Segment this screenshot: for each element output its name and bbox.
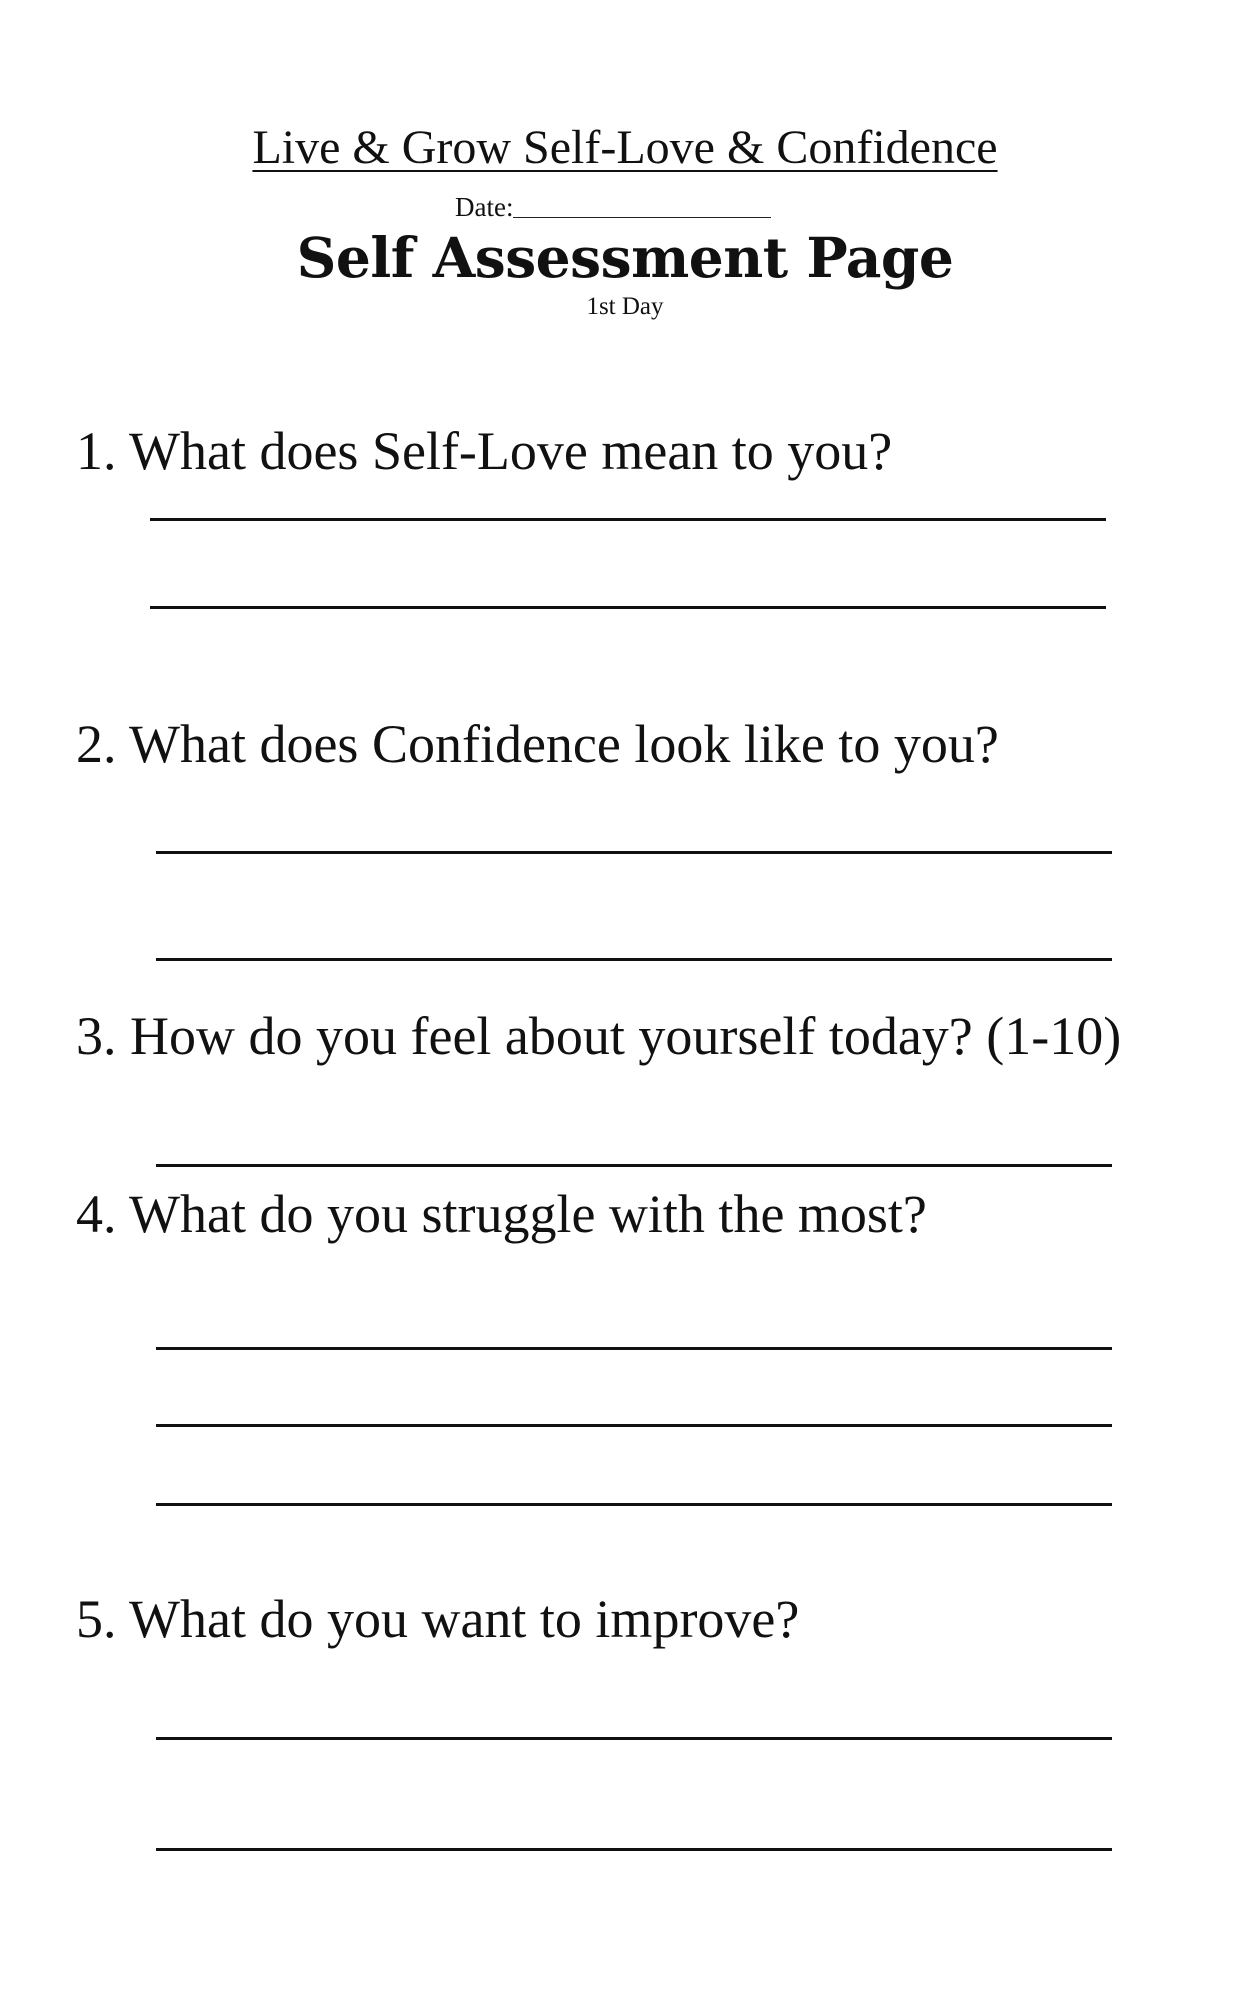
question-2: 2. What does Confidence look like to you? [76,714,999,774]
answer-line-2b[interactable] [156,958,1112,961]
question-1: 1. What does Self-Love mean to you? [76,421,893,481]
page-subtitle: 1st Day [586,293,664,320]
question-4: 4. What do you struggle with the most? [76,1184,927,1244]
question-3: 3. How do you feel about yourself today? (1-10) [76,1006,1122,1066]
answer-line-5a[interactable] [156,1737,1112,1740]
answer-line-4b[interactable] [156,1424,1112,1427]
date-blank-line[interactable] [513,217,771,218]
answer-line-4c[interactable] [156,1503,1112,1506]
answer-line-3a[interactable] [156,1164,1112,1167]
date-label: Date: [455,192,514,222]
page-title: Self Assessment Page [296,225,954,290]
answer-line-4a[interactable] [156,1347,1112,1350]
program-title: Live & Grow Self-Love & Confidence [252,121,998,174]
answer-line-1b[interactable] [150,606,1106,609]
answer-line-5b[interactable] [156,1848,1112,1851]
answer-line-2a[interactable] [156,851,1112,854]
answer-line-1a[interactable] [150,518,1106,521]
question-5: 5. What do you want to improve? [76,1589,800,1649]
date-field[interactable] [455,190,771,224]
